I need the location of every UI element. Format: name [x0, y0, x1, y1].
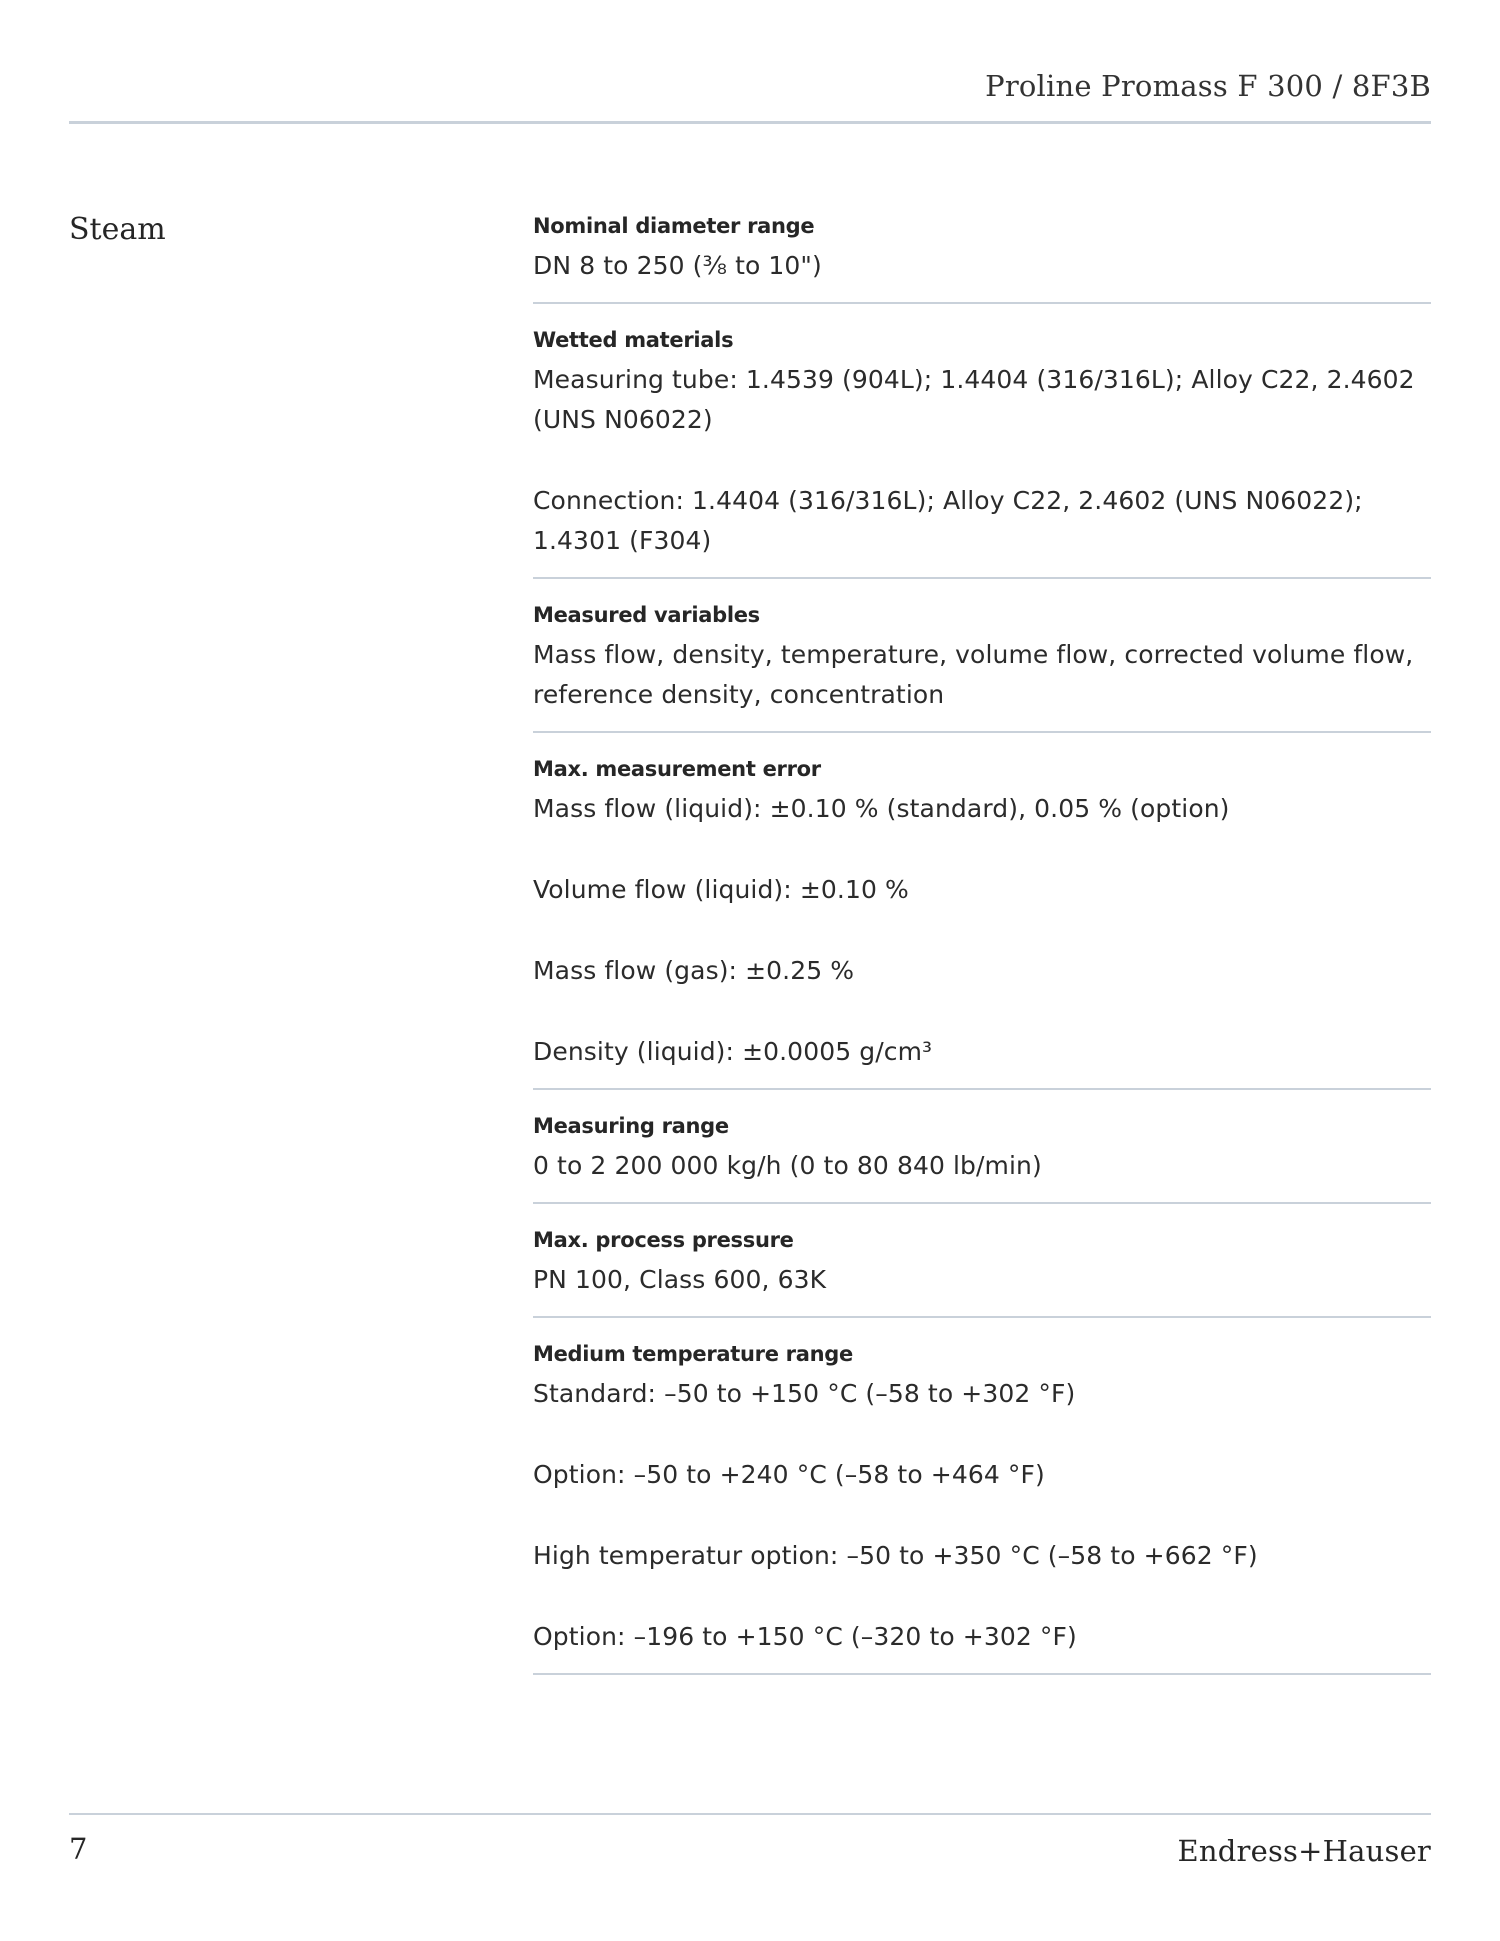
- spec-value: DN 8 to 250 (³⁄₈ to 10"): [533, 251, 822, 280]
- header-divider: [69, 121, 1431, 124]
- page-number: 7: [69, 1832, 88, 1866]
- spec-nominal-diameter-range: [533, 210, 1431, 304]
- spec-label: Wetted materials: [533, 328, 734, 352]
- spec-value: 0 to 2 200 000 kg/h (0 to 80 840 lb/min): [533, 1151, 1042, 1180]
- spec-value: PN 100, Class 600, 63K: [533, 1265, 827, 1294]
- spec-value: Standard: –50 to +150 °C (–58 to +302 °F): [533, 1379, 1076, 1408]
- spec-value: Mass flow (gas): ±0.25 %: [533, 956, 855, 985]
- spec-label: Measured variables: [533, 603, 760, 627]
- spec-label: Max. measurement error: [533, 757, 821, 781]
- spec-value: Volume flow (liquid): ±0.10 %: [533, 875, 909, 904]
- spec-wetted-materials: [533, 324, 1431, 579]
- spec-value: Mass flow (liquid): ±0.10 % (standard), 0.05 % (option): [533, 794, 1230, 823]
- spec-label: Measuring range: [533, 1114, 729, 1138]
- spec-value: Option: –196 to +150 °C (–320 to +302 °F): [533, 1622, 1077, 1651]
- spec-value: Connection: 1.4404 (316/316L); Alloy C22, 2.4602 (UNS N06022); 1.4301 (F304): [533, 486, 1363, 555]
- spec-value: Option: –50 to +240 °C (–58 to +464 °F): [533, 1460, 1045, 1489]
- spec-measured-variables: [533, 599, 1431, 733]
- spec-list: [533, 210, 1431, 1695]
- spec-measuring-range: [533, 1110, 1431, 1204]
- spec-value: Density (liquid): ±0.0005 g/cm³: [533, 1037, 933, 1066]
- spec-value: Measuring tube: 1.4539 (904L); 1.4404 (316/316L); Alloy C22, 2.4602 (UNS N06022): [533, 365, 1415, 434]
- spec-label: Medium temperature range: [533, 1342, 853, 1366]
- spec-max-process-pressure: [533, 1224, 1431, 1318]
- spec-max-measurement-error: [533, 753, 1431, 1090]
- brand-name: Endress+Hauser: [1177, 1834, 1431, 1868]
- spec-value: Mass flow, density, temperature, volume flow, corrected volume flow, reference density, concentration: [533, 640, 1414, 709]
- footer-divider: [69, 1813, 1431, 1815]
- spec-medium-temperature-range: [533, 1338, 1431, 1675]
- spec-value: High temperatur option: –50 to +350 °C (–58 to +662 °F): [533, 1541, 1258, 1570]
- spec-label: Max. process pressure: [533, 1228, 794, 1252]
- spec-label: Nominal diameter range: [533, 214, 815, 238]
- document-header-title: Proline Promass F 300 / 8F3B: [985, 69, 1431, 103]
- section-title: Steam: [69, 212, 166, 247]
